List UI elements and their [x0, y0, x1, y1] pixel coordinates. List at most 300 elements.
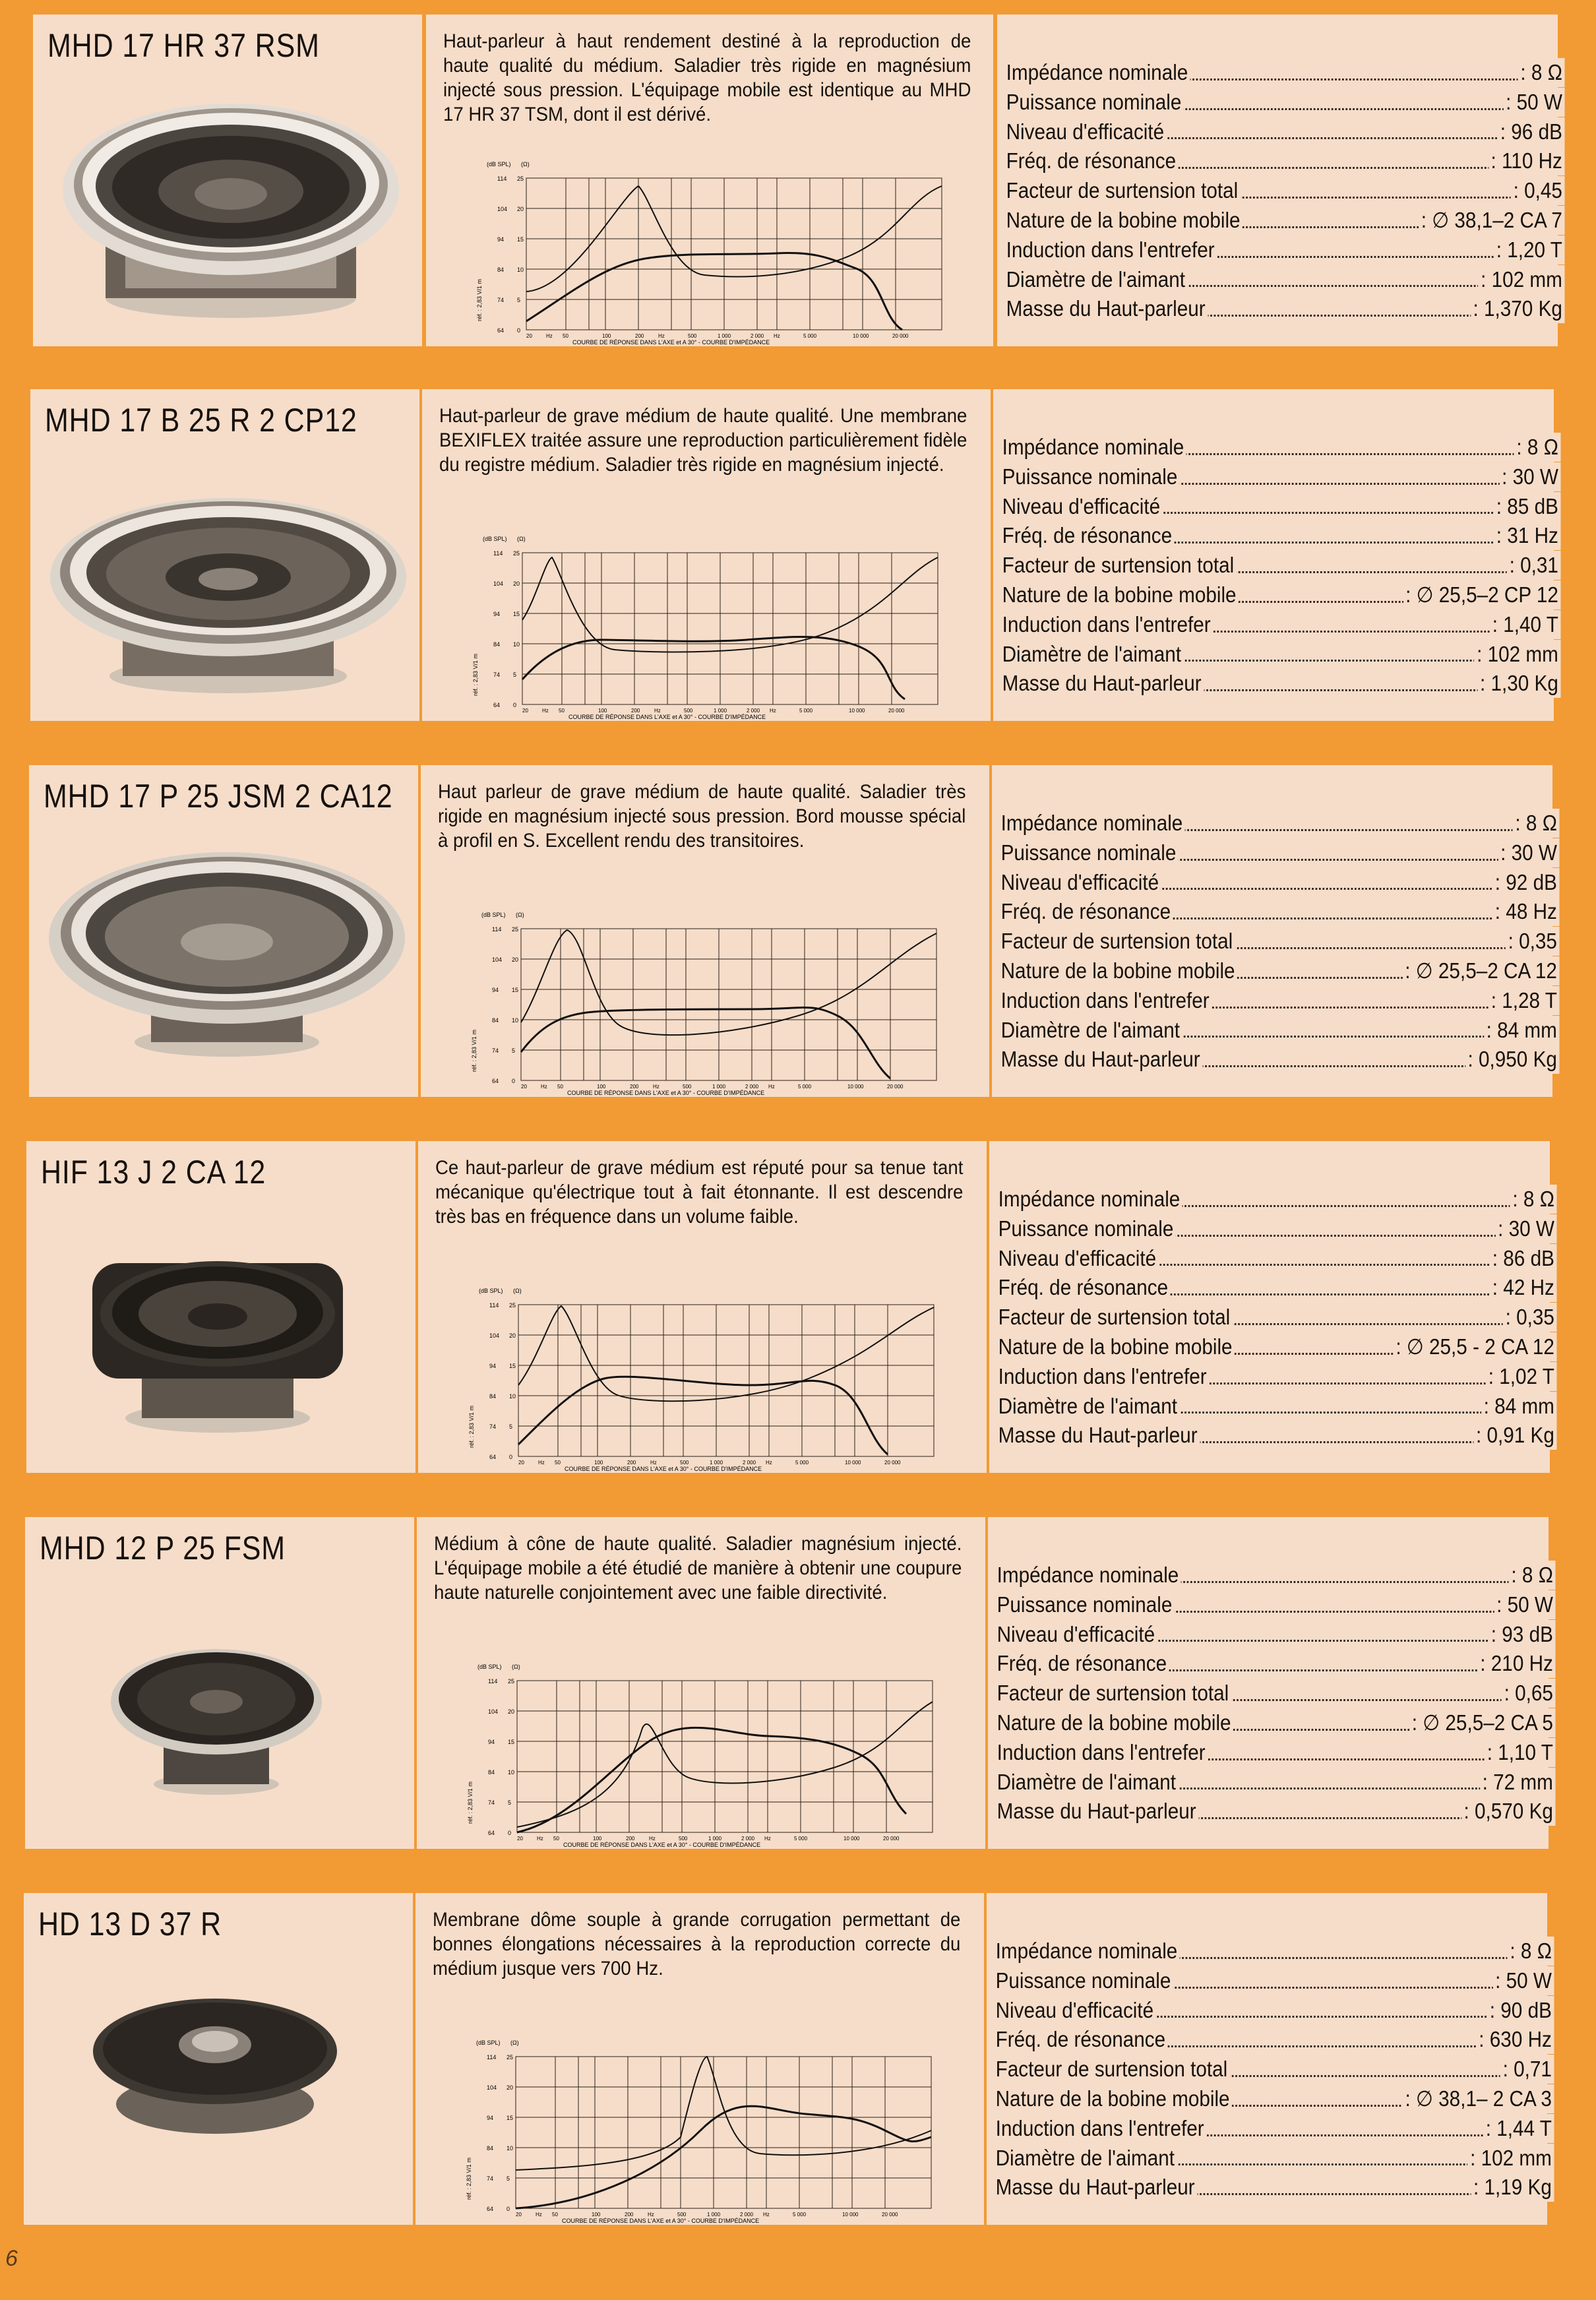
spec-value: : 102 mm — [1479, 265, 1565, 294]
graph-side-label: réf. : 2,83 V/1 m — [471, 1029, 477, 1072]
spec-label: Niveau d'efficacité — [993, 1996, 1156, 2025]
graph-unit-db: (dB SPL) — [476, 2039, 501, 2046]
ohm-tick: 10 — [509, 1393, 516, 1400]
graph-side-label: réf. : 2,83 V/1 m — [468, 1405, 475, 1448]
spec-row-resonance — [993, 2025, 1554, 2055]
ohm-tick: 25 — [509, 1302, 516, 1309]
spec-row-mass — [998, 1045, 1560, 1074]
spec-row-induction — [995, 1738, 1556, 1768]
ohm-tick: 0 — [506, 2206, 510, 2212]
spec-row-efficiency — [996, 1244, 1557, 1274]
x-tick: Hz — [546, 333, 553, 339]
spec-row-impedance — [1004, 58, 1565, 88]
spec-row-power — [998, 838, 1560, 868]
graph-side-label: réf. : 2,83 V/1 m — [476, 278, 483, 321]
ohm-tick: 20 — [517, 206, 524, 212]
x-tick: 10 000 — [844, 1836, 860, 1842]
spec-value: : 31 Hz — [1494, 521, 1560, 550]
x-tick: Hz — [654, 708, 661, 714]
graph-caption: COURBE DE RÉPONSE DANS L'AXE et A 30° - COURBE D'IMPÉDANCE — [562, 2218, 760, 2224]
x-tick: 5 000 — [793, 2212, 807, 2218]
spec-value: : 84 mm — [1484, 1016, 1559, 1045]
ohm-tick: 10 — [513, 641, 520, 648]
graph-unit-ohm: (Ω) — [510, 2039, 519, 2046]
x-tick: 1 000 — [710, 1460, 723, 1466]
spec-value: : 210 Hz — [1478, 1649, 1556, 1678]
db-tick: 114 — [487, 2054, 497, 2061]
x-tick: 500 — [683, 1084, 692, 1090]
ohm-tick: 5 — [512, 1047, 516, 1054]
spec-label: Fréq. de résonance — [1000, 521, 1175, 550]
graph-caption: COURBE DE RÉPONSE DANS L'AXE et A 30° - COURBE D'IMPÉDANCE — [563, 1842, 761, 1848]
spec-row-induction — [1004, 235, 1565, 265]
x-tick: 2 000 — [745, 1084, 759, 1090]
spec-label: Induction dans l'entrefer — [1004, 235, 1217, 264]
spec-value: : ∅ 25,5–2 CP 12 — [1403, 580, 1561, 609]
spec-label: Facteur de surtension total — [993, 2055, 1230, 2084]
spec-row-impedance — [995, 1561, 1556, 1590]
photo-panel — [24, 1893, 413, 2225]
db-tick: 84 — [488, 1769, 495, 1776]
spec-row-q-factor — [1004, 176, 1565, 206]
ohm-tick: 5 — [509, 1423, 513, 1430]
db-tick: 84 — [497, 266, 505, 273]
x-tick: 5 000 — [798, 1084, 812, 1090]
spec-label: Nature de la bobine mobile — [995, 1708, 1233, 1737]
x-tick: Hz — [763, 2212, 770, 2218]
spec-row-induction — [1000, 610, 1561, 640]
db-tick: 84 — [492, 1017, 499, 1024]
description-panel — [426, 15, 993, 346]
x-tick: Hz — [658, 333, 665, 339]
db-tick: 64 — [487, 2206, 494, 2212]
spec-value: : 1,370 Kg — [1471, 294, 1565, 323]
db-tick: 104 — [487, 2084, 497, 2091]
spec-row-voice-coil — [993, 2084, 1554, 2114]
x-tick: 10 000 — [853, 333, 869, 339]
ohm-tick: 15 — [513, 611, 520, 617]
x-tick: 5 000 — [794, 1836, 808, 1842]
spec-row-mass — [993, 2173, 1554, 2202]
x-tick: Hz — [541, 1084, 547, 1090]
description-panel — [421, 765, 989, 1097]
x-tick: 500 — [684, 708, 693, 714]
spec-value: : 50 W — [1494, 1590, 1555, 1619]
x-tick: 200 — [630, 1084, 639, 1090]
ohm-tick: 15 — [512, 987, 519, 993]
x-tick: 10 000 — [845, 1460, 861, 1466]
spec-value: : 8 Ω — [1508, 1937, 1554, 1966]
x-tick: Hz — [536, 2212, 542, 2218]
x-tick: 50 — [552, 2212, 558, 2218]
db-tick: 114 — [489, 1302, 499, 1309]
graph-unit-ohm: (Ω) — [521, 161, 530, 168]
x-tick: 20 — [521, 1084, 527, 1090]
photo-panel — [30, 389, 419, 721]
x-tick: 1 000 — [712, 1084, 726, 1090]
spec-value: : ∅ 25,5–2 CA 5 — [1409, 1708, 1555, 1737]
spec-row-voice-coil — [1000, 580, 1561, 610]
spec-row-power — [995, 1590, 1556, 1620]
spec-label: Impédance nominale — [998, 809, 1185, 838]
ohm-tick: 15 — [509, 1363, 516, 1369]
x-tick: 200 — [631, 708, 640, 714]
db-tick: 114 — [493, 550, 503, 557]
db-tick: 104 — [488, 1708, 499, 1715]
x-tick: 50 — [563, 333, 568, 339]
photo-panel — [33, 15, 422, 346]
spec-row-mass — [1004, 294, 1565, 324]
spec-row-mass — [995, 1797, 1556, 1826]
spec-panel — [992, 765, 1557, 1097]
ohm-tick: 5 — [513, 671, 517, 678]
spec-value: : ∅ 38,1–2 CA 7 — [1419, 206, 1564, 235]
x-tick: 20 — [518, 1460, 524, 1466]
spec-row-q-factor — [995, 1679, 1556, 1708]
response-curve — [517, 1727, 906, 1832]
db-tick: 94 — [492, 987, 499, 993]
spec-row-magnet — [993, 2144, 1554, 2173]
db-tick: 114 — [488, 1678, 498, 1685]
spec-panel — [987, 1893, 1552, 2225]
ohm-tick: 20 — [509, 1332, 516, 1339]
spec-row-q-factor — [998, 927, 1560, 956]
spec-row-power — [993, 1966, 1554, 1996]
response-curve-graph — [463, 2038, 938, 2223]
spec-row-q-factor — [996, 1303, 1557, 1332]
x-tick: 200 — [627, 1460, 636, 1466]
spec-label: Impédance nominale — [993, 1937, 1180, 1966]
graph-unit-db: (dB SPL) — [477, 1663, 502, 1670]
graph-side-label: réf. : 2,83 V/1 m — [467, 1781, 474, 1824]
x-tick: 50 — [557, 1084, 563, 1090]
x-tick: 2 000 — [751, 333, 764, 339]
response-curve — [526, 253, 902, 330]
response-curve — [518, 1377, 888, 1454]
spec-value: : ∅ 25,5–2 CA 12 — [1403, 956, 1560, 985]
product-description: Haut parleur de grave médium de haute qualité. Saladier très rigide en magnésium injecté sous pression. Bord mousse spécial à profil en S. Excellent rendu des transitoires. — [438, 781, 966, 852]
x-tick: 100 — [593, 1836, 602, 1842]
spec-row-power — [1004, 88, 1565, 117]
product-description: Médium à cône de haute qualité. Saladier magnésium injecté. L'équipage mobile a été étudié de manière à obtenir une coupure haute naturelle conjointement avec une faible directivité. — [434, 1533, 962, 1603]
product-description: Haut-parleur de grave médium de haute qualité. Une membrane BEXIFLEX traitée assure une reproduction particulièrement fidèle du registre médium. Saladier très rigide en magnésium injecté. — [439, 405, 967, 476]
response-curve-graph — [466, 1286, 940, 1471]
spec-label: Masse du Haut-parleur — [1000, 669, 1204, 698]
spec-value: : 0,91 Kg — [1473, 1421, 1556, 1450]
spec-value: : 30 W — [1499, 462, 1560, 491]
db-tick: 64 — [493, 702, 501, 708]
spec-label: Masse du Haut-parleur — [998, 1045, 1202, 1074]
x-tick: 2 000 — [741, 1836, 755, 1842]
spec-value: : 0,65 — [1502, 1679, 1556, 1708]
model-title: HD 13 D 37 R — [38, 1906, 222, 1943]
spec-row-magnet — [998, 1016, 1560, 1045]
x-tick: 100 — [597, 1084, 606, 1090]
db-tick: 114 — [497, 175, 507, 182]
spec-label: Niveau d'efficacité — [1004, 117, 1167, 146]
speaker-photo — [25, 1517, 414, 1849]
spec-value: : 102 mm — [1468, 2144, 1554, 2173]
spec-row-induction — [996, 1362, 1557, 1392]
spec-row-mass — [1000, 669, 1561, 699]
response-curve — [521, 1008, 890, 1079]
x-tick: 500 — [680, 1460, 689, 1466]
x-tick: 100 — [592, 2212, 601, 2218]
db-tick: 104 — [489, 1332, 500, 1339]
x-tick: 5 000 — [795, 1460, 809, 1466]
spec-label: Impédance nominale — [1004, 58, 1190, 87]
spec-value: : 1,19 Kg — [1471, 2173, 1554, 2202]
x-tick: 2 000 — [747, 708, 760, 714]
spec-label: Induction dans l'entrefer — [993, 2114, 1206, 2143]
graph-unit-db: (dB SPL) — [483, 536, 507, 542]
x-tick: Hz — [537, 1836, 543, 1842]
spec-label: Facteur de surtension total — [1004, 176, 1241, 205]
spec-label: Masse du Haut-parleur — [1004, 294, 1208, 323]
spec-label: Induction dans l'entrefer — [995, 1738, 1208, 1767]
x-tick: 500 — [677, 2212, 687, 2218]
ohm-tick: 20 — [508, 1708, 515, 1715]
spec-value: : 1,10 T — [1485, 1738, 1555, 1767]
spec-label: Impédance nominale — [1000, 433, 1186, 462]
ohm-tick: 20 — [513, 580, 520, 587]
spec-row-mass — [996, 1421, 1557, 1450]
spec-value: : 1,44 T — [1483, 2114, 1554, 2143]
spec-row-efficiency — [993, 1996, 1554, 2026]
spec-row-impedance — [1000, 433, 1561, 462]
photo-panel — [29, 765, 418, 1097]
spec-value: : ∅ 38,1– 2 CA 3 — [1403, 2084, 1554, 2113]
graph-caption: COURBE DE RÉPONSE DANS L'AXE et A 30° - COURBE D'IMPÉDANCE — [565, 1466, 762, 1472]
spec-value: : 0,31 — [1507, 551, 1561, 580]
spec-row-voice-coil — [995, 1708, 1556, 1738]
ohm-tick: 0 — [517, 327, 521, 334]
speaker-photo — [29, 765, 418, 1097]
spec-label: Niveau d'efficacité — [995, 1620, 1157, 1649]
spec-value: : 50 W — [1492, 1966, 1554, 1995]
spec-panel — [997, 15, 1562, 346]
spec-row-voice-coil — [998, 956, 1560, 986]
speaker-photo — [26, 1141, 415, 1473]
spec-value: : 8 Ω — [1510, 1185, 1557, 1214]
db-tick: 64 — [492, 1078, 499, 1084]
spec-row-voice-coil — [1004, 206, 1565, 235]
x-tick: Hz — [653, 1084, 660, 1090]
x-tick: Hz — [650, 1460, 657, 1466]
ohm-tick: 20 — [506, 2084, 514, 2091]
ohm-tick: 0 — [512, 1078, 516, 1084]
spec-value: : 0,35 — [1506, 927, 1560, 956]
spec-value: : 630 Hz — [1477, 2025, 1554, 2054]
x-tick: Hz — [764, 1836, 771, 1842]
spec-value: : 93 dB — [1489, 1620, 1555, 1649]
db-tick: 74 — [487, 2175, 494, 2182]
spec-label: Impédance nominale — [995, 1561, 1181, 1590]
x-tick: 1 000 — [714, 708, 727, 714]
x-tick: 20 000 — [887, 1084, 904, 1090]
db-tick: 94 — [489, 1363, 497, 1369]
response-curve-graph — [468, 910, 943, 1095]
x-tick: 2 000 — [740, 2212, 754, 2218]
ohm-tick: 10 — [517, 266, 524, 273]
x-tick: Hz — [648, 2212, 654, 2218]
x-tick: 1 000 — [718, 333, 731, 339]
description-panel — [415, 1893, 984, 2225]
x-tick: 5 000 — [803, 333, 817, 339]
spec-value: : 85 dB — [1494, 492, 1560, 521]
spec-label: Puissance nominale — [1004, 88, 1184, 117]
spec-label: Facteur de surtension total — [995, 1679, 1231, 1708]
x-tick: 20 — [522, 708, 528, 714]
description-panel — [418, 1141, 987, 1473]
db-tick: 74 — [492, 1047, 499, 1054]
spec-label: Niveau d'efficacité — [1000, 492, 1163, 521]
db-tick: 74 — [488, 1799, 495, 1806]
spec-row-voice-coil — [996, 1332, 1557, 1362]
x-tick: 10 000 — [842, 2212, 859, 2218]
db-tick: 104 — [497, 206, 508, 212]
db-tick: 74 — [497, 297, 505, 303]
x-tick: 1 000 — [707, 2212, 721, 2218]
spec-value: : 42 Hz — [1490, 1273, 1556, 1302]
model-title: MHD 17 P 25 JSM 2 CA12 — [44, 778, 393, 815]
graph-unit-db: (dB SPL) — [481, 912, 506, 918]
spec-row-resonance — [998, 897, 1560, 927]
spec-label: Facteur de surtension total — [998, 927, 1235, 956]
spec-row-resonance — [1004, 146, 1565, 176]
spec-label: Fréq. de résonance — [993, 2025, 1168, 2054]
graph-caption: COURBE DE RÉPONSE DANS L'AXE et A 30° - COURBE D'IMPÉDANCE — [567, 1090, 765, 1096]
ohm-tick: 15 — [506, 2115, 514, 2121]
spec-panel — [988, 1517, 1553, 1849]
spec-value: : 30 W — [1498, 838, 1559, 867]
spec-label: Diamètre de l'aimant — [1004, 265, 1188, 294]
db-tick: 64 — [488, 1830, 495, 1836]
db-tick: 94 — [488, 1739, 495, 1745]
response-curve-graph — [474, 160, 948, 344]
spec-label: Nature de la bobine mobile — [996, 1332, 1235, 1361]
spec-value: : 102 mm — [1475, 640, 1561, 669]
spec-value: : 1,30 Kg — [1477, 669, 1560, 698]
spec-value: : 1,02 T — [1486, 1362, 1556, 1391]
x-tick: 100 — [594, 1460, 603, 1466]
spec-label: Nature de la bobine mobile — [998, 956, 1237, 985]
ohm-tick: 5 — [506, 2175, 510, 2182]
x-tick: 50 — [555, 1460, 561, 1466]
spec-row-impedance — [996, 1185, 1557, 1214]
description-panel — [422, 389, 991, 721]
db-tick: 94 — [497, 236, 505, 243]
spec-panel — [989, 1141, 1554, 1473]
spec-value: : 1,40 T — [1490, 610, 1560, 639]
description-panel — [417, 1517, 985, 1849]
x-tick: 20 — [516, 2212, 522, 2218]
speaker-photo — [30, 389, 419, 721]
x-tick: 100 — [602, 333, 611, 339]
x-tick: 500 — [679, 1836, 688, 1842]
spec-value: : 8 Ω — [1509, 1561, 1556, 1590]
graph-unit-ohm: (Ω) — [517, 536, 526, 542]
ohm-tick: 20 — [512, 956, 519, 963]
spec-label: Impédance nominale — [996, 1185, 1182, 1214]
db-tick: 104 — [493, 580, 504, 587]
spec-value: : 50 W — [1503, 88, 1564, 117]
spec-row-power — [996, 1214, 1557, 1244]
db-tick: 114 — [492, 926, 502, 933]
x-tick: Hz — [768, 1084, 775, 1090]
response-curve — [522, 637, 905, 699]
ohm-tick: 0 — [509, 1454, 513, 1460]
speaker-photo — [24, 1893, 413, 2225]
db-tick: 64 — [497, 327, 505, 334]
graph-caption: COURBE DE RÉPONSE DANS L'AXE et A 30° - COURBE D'IMPÉDANCE — [572, 339, 770, 346]
spec-value: : 0,35 — [1503, 1303, 1557, 1332]
x-tick: Hz — [538, 1460, 545, 1466]
spec-label: Puissance nominale — [993, 1966, 1173, 1995]
db-tick: 64 — [489, 1454, 497, 1460]
product-description: Haut-parleur à haut rendement destiné à la reproduction de haute qualité du médium. Saladier très rigide en magnésium injecté sous pression. L'équipage mobile est identique au MHD 17 HR 37 TSM, dont il est dérivé. — [443, 30, 971, 125]
x-tick: Hz — [774, 333, 780, 339]
spec-row-resonance — [1000, 521, 1561, 551]
spec-label: Diamètre de l'aimant — [998, 1016, 1182, 1045]
x-tick: Hz — [649, 1836, 656, 1842]
graph-unit-ohm: (Ω) — [513, 1288, 522, 1294]
spec-value: : 8 Ω — [1514, 433, 1561, 462]
spec-label: Diamètre de l'aimant — [995, 1768, 1179, 1797]
db-tick: 74 — [493, 671, 501, 678]
ohm-tick: 10 — [508, 1769, 515, 1776]
spec-row-impedance — [998, 809, 1560, 838]
db-tick: 94 — [487, 2115, 494, 2121]
x-tick: Hz — [766, 1460, 772, 1466]
ohm-tick: 25 — [512, 926, 519, 933]
graph-side-label: réf. : 2,83 V/1 m — [472, 653, 479, 696]
graph-unit-ohm: (Ω) — [512, 1663, 520, 1670]
ohm-tick: 10 — [506, 2145, 514, 2152]
ohm-tick: 25 — [508, 1678, 515, 1685]
x-tick: 200 — [635, 333, 644, 339]
spec-row-magnet — [1004, 265, 1565, 295]
ohm-tick: 15 — [508, 1739, 515, 1745]
spec-label: Masse du Haut-parleur — [993, 2173, 1197, 2202]
spec-value: : 30 W — [1495, 1214, 1556, 1243]
spec-label: Facteur de surtension total — [996, 1303, 1233, 1332]
spec-row-q-factor — [993, 2055, 1554, 2084]
spec-row-resonance — [996, 1273, 1557, 1303]
x-tick: 50 — [559, 708, 565, 714]
db-tick: 74 — [489, 1423, 497, 1430]
spec-value: : ∅ 25,5 - 2 CA 12 — [1394, 1332, 1557, 1361]
ohm-tick: 25 — [517, 175, 524, 182]
spec-row-efficiency — [1004, 117, 1565, 147]
spec-value: : 48 Hz — [1492, 897, 1559, 926]
spec-label: Puissance nominale — [996, 1214, 1176, 1243]
spec-label: Diamètre de l'aimant — [1000, 640, 1184, 669]
x-tick: 2 000 — [743, 1460, 756, 1466]
spec-label: Induction dans l'entrefer — [996, 1362, 1209, 1391]
response-curve-graph — [464, 1662, 939, 1847]
ohm-tick: 5 — [508, 1799, 512, 1806]
spec-label: Diamètre de l'aimant — [993, 2144, 1177, 2173]
graph-unit-db: (dB SPL) — [487, 161, 511, 168]
spec-label: Nature de la bobine mobile — [1004, 206, 1243, 235]
spec-value: : 90 dB — [1487, 1996, 1554, 2025]
spec-label: Fréq. de résonance — [1004, 146, 1179, 175]
spec-label: Facteur de surtension total — [1000, 551, 1237, 580]
model-title: MHD 17 HR 37 RSM — [47, 27, 320, 64]
spec-row-power — [1000, 462, 1561, 492]
spec-row-induction — [993, 2114, 1554, 2144]
